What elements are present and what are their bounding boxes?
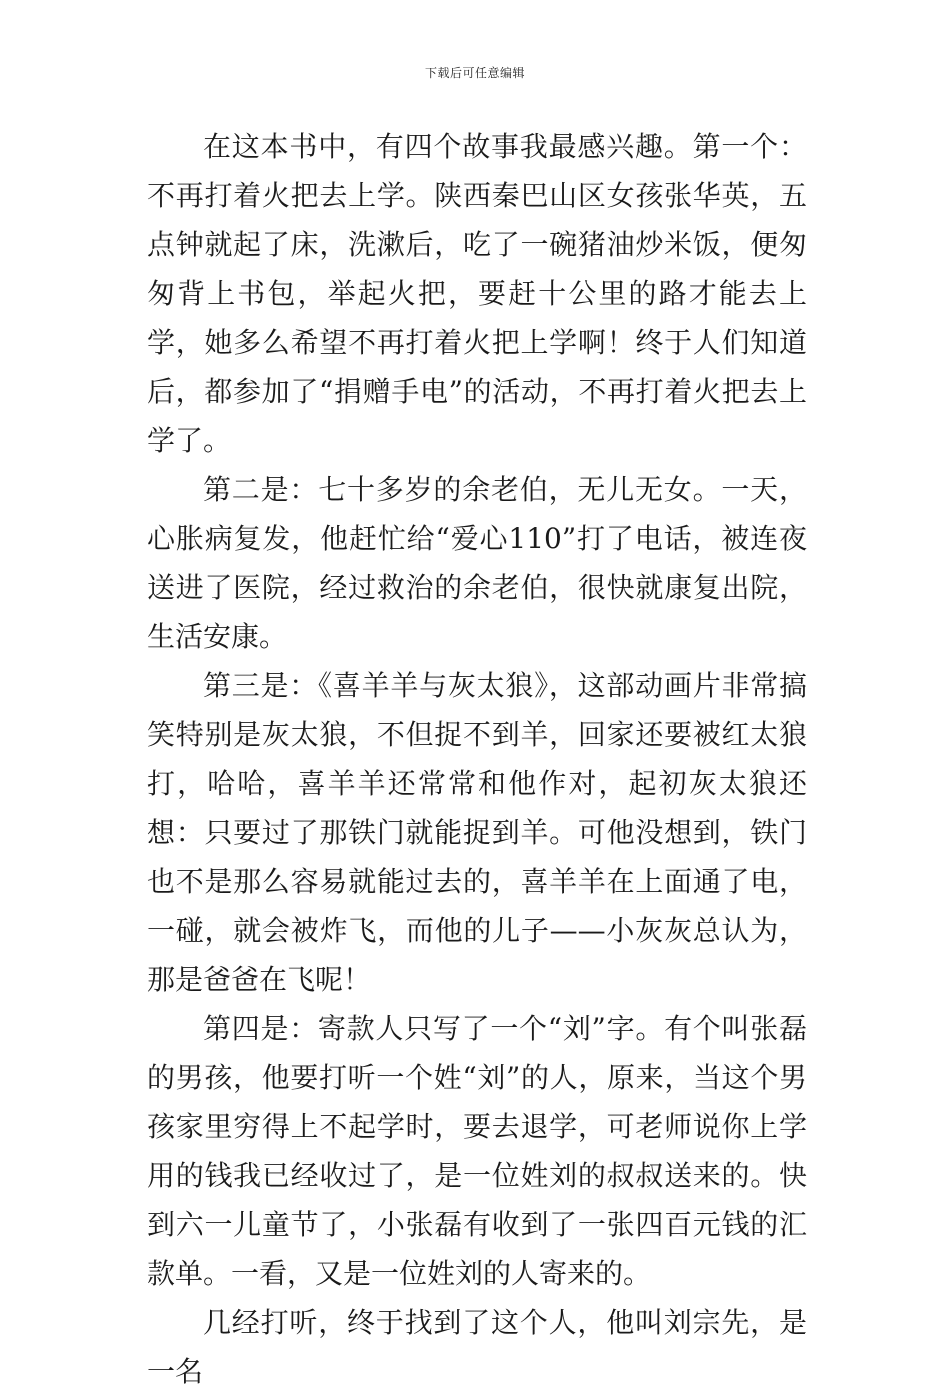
paragraph-continuation: 几经打听，终于找到了这个人，他叫刘宗先，是一名 xyxy=(147,1306,807,1388)
page-header: 下载后可任意编辑 xyxy=(424,66,525,80)
paragraph-story-three: 第三是：《喜羊羊与灰太狼》，这部动画片非常搞笑特别是灰太狼，不但捉不到羊，回家还要被红太狼打，哈哈，喜羊羊还常常和他作对，起初灰太狼还想：只要过了那铁门就能捉到羊。可他没想到，铁门也不是那么容易就能过去的，喜羊羊在上面通了电，一碰，就会被炸飞，而他的儿子——小灰灰总认为，那是爸爸在飞呢！ xyxy=(147,669,807,996)
paragraph-story-four: 第四是：寄款人只写了一个“刘”字。有个叫张磊的男孩，他要打听一个姓“刘”的人，原来，当这个男孩家里穷得上不起学时，要去退学，可老师说你上学用的钱我已经收过了，是一位姓刘的叔叔送来的。快到六一儿童节了，小张磊有收到了一张四百元钱的汇款单。一看，又是一位姓刘的人寄来的。 xyxy=(147,1012,807,1290)
paragraph-story-two: 第二是：七十多岁的余老伯，无儿无女。一天，心胀病复发，他赶忙给“爱心110”打了电话，被连夜送进了医院，经过救治的余老伯，很快就康复出院，生活安康。 xyxy=(147,473,807,653)
document-body xyxy=(147,122,807,1396)
paragraph-story-one: 在这本书中，有四个故事我最感兴趣。第一个：不再打着火把去上学。陕西秦巴山区女孩张华英，五点钟就起了床，洗漱后，吃了一碗猪油炒米饭，便匆匆背上书包，举起火把，要赶十公里的路才能去上学，她多么希望不再打着火把上学啊！终于人们知道后，都参加了“捐赠手电”的活动，不再打着火把去上学了。 xyxy=(147,130,807,457)
